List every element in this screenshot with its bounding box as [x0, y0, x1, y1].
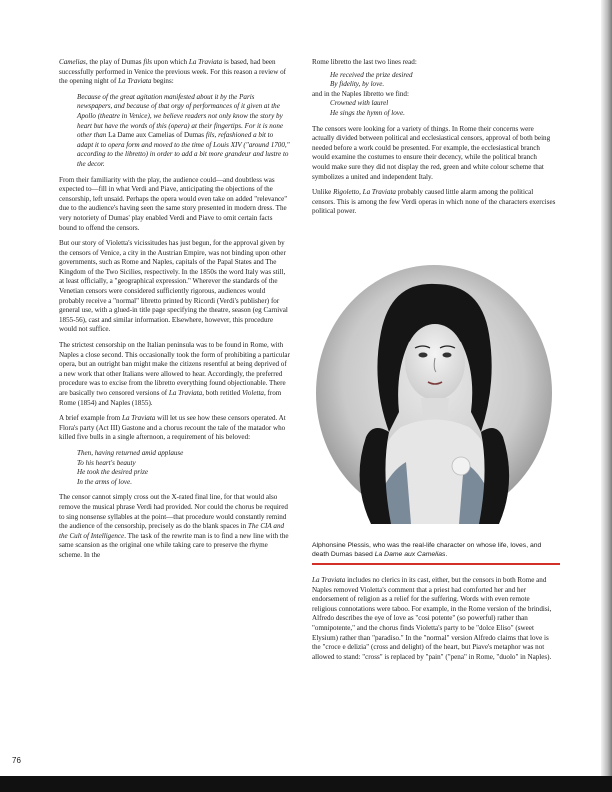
paragraph-vicissitudes: But our story of Violetta's vicissitudes has just begun, for the approval given by the censors of Venice, a city in the Austrian Empire, was not binding upon other governments, such as Rome and Naples, capitals of the Papal States and The Kingdom of the Two Sicilies, respectively. In the 1850s the word Italy was still, at least officially, a "geographical expression." Wherever the standards of the Venetian censors were considered sufficiently rigorous, audiences would probably receive a "normal" libretto printed by Ricordi (Verdi's publisher) for general use, with a glued-in title page specifying the theatre, season (eg Carnival 1855-56), cast and similar information. Elsewhere, however, this procedure would not suffice.	[59, 239, 288, 334]
verse-naples	[330, 99, 556, 118]
text: is based, had been successfully performed in Venice the previous week. For this reason a review of the opening night of	[59, 58, 286, 86]
text: The censor cannot simply cross out the X-rated final line, for that would also remove the musical phrase Verdi had provided. Nor could the chorus be required to sing nonsense syllables at the point—that procedure would constantly remind the audience of the censorship, precisely as do the blank spaces in	[59, 493, 288, 531]
verse-line: He received the prize desired	[330, 70, 413, 79]
text: includes no clerics in its cast, either, but the censors in both Rome and Naples removed Violetta's comment that a priest had comforted her and her endorsement of religion as a relief for the suffering. Words with even remote religious connotations were taboo. For example, in the Rome version of the brindisi, Alfredo describes the eye of love as "cosi potente" (so powerful) rather than "omnipotente," and the chorus finds Violetta's party to be "dolce Eliso" (sweet Elysium) rather than "paradiso." In the "normal" version Alfredo claims that love is the "croce e delizia" (cross and delight) of the heart, but Piave's metaphor was not allowed to stand: "cross" is replaced by "pain" ("pena" in Rome, "duolo" in Naples).	[312, 576, 552, 661]
verse-line: Then, having returned amid applause	[77, 448, 184, 457]
caption-italic: La Dame aux Camelias	[374, 551, 446, 558]
text: , the play of Dumas	[85, 58, 144, 66]
italic-text: La Traviata	[168, 389, 203, 397]
verse-line: He sings the hymn of love.	[330, 108, 405, 117]
italic-text: La Traviata	[118, 77, 152, 86]
quote-text-roman: La Dame aux Camelias of Dumas	[108, 131, 205, 140]
italic-text: La Traviata	[122, 414, 156, 423]
paragraph-censors-variety: The censors were looking for a variety of things. In Rome their concerns were actually divided between political and ecclesiastical censors, approval of both being needed before a work could be presented. For example, the ecclesiastical branch would examine the costumes to ensure their decency, while the political branch would make sure they did not display the red, green and white colour scheme that symbolizes a united and independent Italy.	[312, 124, 551, 181]
verse-rome	[330, 71, 556, 90]
caption-text: Alphonsine Plessis, who was the real-life character on whose life, loves, and death Dumas based	[312, 542, 542, 558]
left-column	[59, 58, 291, 567]
text: The strictest censorship on the Italian peninsula was to be found in Rome, with Naples a close second. This occasionally took the form of prohibiting a particular opera, but an outright ban might make the citizens resentful at being deprived of a new work that other Italians were allowed to hear. Accordingly, the preferred procedure was to excise from the libretto everything found objectionable. There are basically two censored versions of	[59, 341, 290, 397]
paragraph-naples-intro: and in the Naples libretto we find:	[312, 89, 409, 98]
quote-text: fils, refashioned a bit to adapt it to opera form and moved to the time of Louis XIV ("around 1700," according to the libretto) in order to add a bit more grandeur and lustre to the decor.	[77, 131, 290, 168]
italic-text: Rigoletto, La Traviata	[333, 188, 396, 197]
right-column	[312, 58, 556, 223]
bottom-border	[0, 776, 612, 792]
paragraph-intro	[59, 58, 291, 87]
quote-text: Because of the great agitation manifested about it by the Paris newspapers, and because of that orgy of performances of it given at the Apollo (theatre in Venice), we believe readers not only know the story by heart but have the words of this (opera) at their fingertips. For it is none other than	[77, 92, 284, 140]
text: begins:	[151, 77, 174, 86]
verse-line: To his heart's beauty	[77, 458, 136, 467]
page-edge-shadow	[601, 0, 612, 776]
paragraph-no-clerics	[312, 576, 556, 662]
portrait-caption	[312, 541, 560, 559]
right-lower-text	[312, 576, 556, 668]
verse-line: Crowned with laurel	[330, 99, 389, 108]
text: , both retitled	[202, 389, 243, 397]
paragraph-familiarity: From their familiarity with the play, the audience could—and doubtless was expected to—fill in what Verdi and Piave, anticipating the objections of the censorship, left unsaid. Perhaps the opera would even take on added "relevance" due to the audience's having seen the same story presented in modern dress. The very notoriety of Dumas' play enabled Verdi and Piave to omit certain facts bound to offend the censors.	[59, 175, 288, 232]
text: A brief example from	[59, 414, 123, 423]
text: , from Rome (1854) and Naples (1855).	[59, 389, 282, 407]
block-quote-review	[77, 93, 291, 170]
italic-text: The CIA and the Cult of Intelligence	[59, 522, 285, 540]
italic-text: La Traviata	[188, 58, 223, 66]
paragraph-unlike-rigoletto	[312, 188, 556, 217]
italic-text: La Traviata	[312, 576, 346, 584]
paragraph-strictest-censorship	[59, 341, 291, 408]
text: probably caused little alarm among the political censors. This is among the few Verdi operas in which none of the characters exercises political power.	[312, 188, 556, 216]
italic-text: fils	[143, 58, 153, 66]
caption-text: .	[445, 551, 448, 558]
portrait-illustration	[311, 262, 557, 524]
italic-text: Camelias	[59, 58, 86, 66]
text: Unlike	[312, 188, 334, 197]
italic-text: Violetta	[242, 389, 264, 397]
verse-line: He took the desired prize	[77, 468, 149, 477]
caption-divider	[312, 563, 560, 565]
paragraph-censor-cannot	[59, 493, 291, 560]
text: upon which	[152, 58, 189, 66]
page-number: 76	[12, 756, 21, 765]
verse-line: In the arms of love.	[77, 477, 132, 486]
verse-line: By fidelity, by love.	[330, 80, 385, 89]
verse-original	[77, 449, 291, 487]
paragraph-brief-example	[59, 414, 291, 443]
text: . The task of the rewrite man is to find a new line with the same scansion as the original one while taking care to preserve the rhyme scheme. In the	[59, 531, 289, 559]
paragraph-rome-libretto: Rome libretto the last two lines read:	[312, 58, 417, 66]
text: will let us see how these censors operated. At Flora's party (Act III) Gastone and a chorus recount the tale of the matador who killed five bulls in a single afternoon, a requirement of his beloved:	[59, 414, 286, 442]
